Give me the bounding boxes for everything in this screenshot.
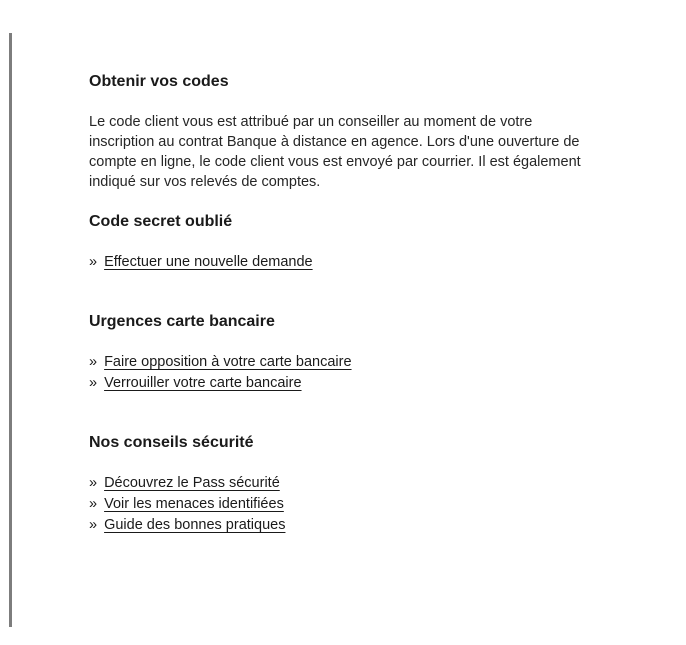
- list-item: [89, 473, 649, 494]
- double-chevron-right-icon: »: [89, 496, 98, 512]
- double-chevron-right-icon: »: [89, 517, 98, 533]
- section-nos-conseils-securite: [89, 433, 649, 536]
- paragraph-line: compte en ligne, le code client vous est envoyé par courrier. Il est également: [89, 154, 581, 170]
- list-item: [89, 352, 649, 373]
- paragraph-line: Le code client vous est attribué par un conseiller au moment de votre: [89, 114, 533, 130]
- help-content: [89, 72, 649, 575]
- paragraph-line: indiqué sur vos relevés de comptes.: [89, 174, 321, 190]
- double-chevron-right-icon: »: [89, 254, 98, 270]
- link-list-urgences-carte: [89, 352, 649, 394]
- link-decouvrez-pass-securite[interactable]: Découvrez le Pass sécurité: [104, 475, 280, 491]
- link-guide-bonnes-pratiques[interactable]: Guide des bonnes pratiques: [104, 517, 286, 533]
- link-faire-opposition-carte-bancaire[interactable]: Faire opposition à votre carte bancaire: [104, 354, 352, 370]
- section-heading-obtenir-vos-codes: Obtenir vos codes: [89, 73, 229, 90]
- double-chevron-right-icon: »: [89, 375, 98, 391]
- section-obtenir-vos-codes: [89, 72, 649, 192]
- link-effectuer-une-nouvelle-demande[interactable]: Effectuer une nouvelle demande: [104, 254, 313, 270]
- list-item: [89, 373, 649, 394]
- left-border-divider: [9, 33, 12, 627]
- section-heading-nos-conseils-securite: Nos conseils sécurité: [89, 434, 254, 451]
- list-item: [89, 252, 649, 273]
- section-urgences-carte-bancaire: [89, 312, 649, 394]
- double-chevron-right-icon: »: [89, 475, 98, 491]
- list-item: [89, 515, 649, 536]
- section-code-secret-oublie: [89, 212, 649, 273]
- section-heading-code-secret-oublie: Code secret oublié: [89, 213, 233, 230]
- link-list-conseils-securite: [89, 473, 649, 536]
- link-voir-menaces-identifiees[interactable]: Voir les menaces identifiées: [104, 496, 284, 512]
- list-item: [89, 494, 649, 515]
- double-chevron-right-icon: »: [89, 354, 98, 370]
- link-list-code-secret: [89, 252, 649, 273]
- section-heading-urgences-carte-bancaire: Urgences carte bancaire: [89, 313, 275, 330]
- intro-paragraph: [89, 112, 649, 192]
- link-verrouiller-carte-bancaire[interactable]: Verrouiller votre carte bancaire: [104, 375, 302, 391]
- paragraph-line: inscription au contrat Banque à distance en agence. Lors d'une ouverture de: [89, 134, 580, 150]
